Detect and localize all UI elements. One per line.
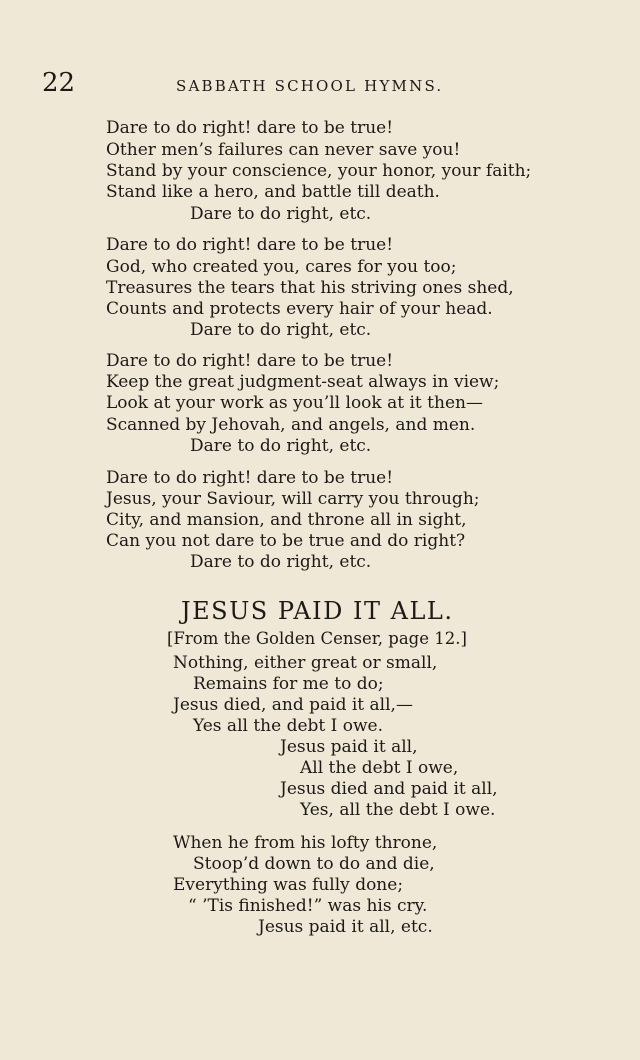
verse-line: Keep the great judgment-seat always in view;	[106, 372, 500, 392]
refrain-line: Dare to do right, etc.	[190, 436, 372, 456]
running-title: SABBATH SCHOOL HYMNS.	[176, 77, 444, 95]
verse-line: Jesus, your Saviour, will carry you through;	[106, 489, 480, 509]
verse-line: Counts and protects every hair of your head.	[106, 299, 493, 319]
verse-line: Dare to do right! dare to be true!	[106, 468, 394, 488]
verse-line: Stoop’d down to do and die,	[193, 854, 435, 874]
hymn-title: JESUS PAID IT ALL.	[181, 597, 454, 625]
verse-line: Yes all the debt I owe.	[193, 716, 384, 736]
chorus-line: Jesus paid it all,	[280, 737, 418, 757]
refrain-line: Dare to do right, etc.	[190, 552, 372, 572]
verse-line: Treasures the tears that his striving ones shed,	[106, 278, 514, 298]
chorus-line: Yes, all the debt I owe.	[300, 800, 496, 820]
verse-line: Jesus died, and paid it all,—	[173, 695, 413, 715]
refrain-line: Dare to do right, etc.	[190, 320, 372, 340]
hymn-source: [From the Golden Censer, page 12.]	[167, 629, 467, 648]
verse-line: Dare to do right! dare to be true!	[106, 351, 394, 371]
verse-line: Remains for me to do;	[193, 674, 384, 694]
verse-line: City, and mansion, and throne all in sight,	[106, 510, 467, 530]
verse-line: Dare to do right! dare to be true!	[106, 235, 394, 255]
verse-line: Everything was fully done;	[173, 875, 404, 895]
verse-line: Dare to do right! dare to be true!	[106, 118, 394, 138]
page-header	[0, 68, 640, 100]
page-number: 22	[42, 68, 76, 98]
verse-line: Nothing, either great or small,	[173, 653, 438, 673]
verse-line: Stand like a hero, and battle till death.	[106, 182, 440, 202]
refrain-line: Dare to do right, etc.	[190, 204, 372, 224]
chorus-line: Jesus paid it all, etc.	[258, 917, 433, 937]
verse-line: Stand by your conscience, your honor, your faith;	[106, 161, 532, 181]
verse-line: God, who created you, cares for you too;	[106, 257, 457, 277]
verse-line: Look at your work as you’ll look at it then—	[106, 393, 483, 413]
verse-line: Can you not dare to be true and do right?	[106, 531, 466, 551]
verse-line: “ ’Tis finished!” was his cry.	[188, 896, 428, 916]
verse-line: Other men’s failures can never save you!	[106, 140, 461, 160]
verse-line: When he from his lofty throne,	[173, 833, 438, 853]
chorus-line: All the debt I owe,	[300, 758, 459, 778]
chorus-line: Jesus died and paid it all,	[280, 779, 498, 799]
verse-line: Scanned by Jehovah, and angels, and men.	[106, 415, 476, 435]
